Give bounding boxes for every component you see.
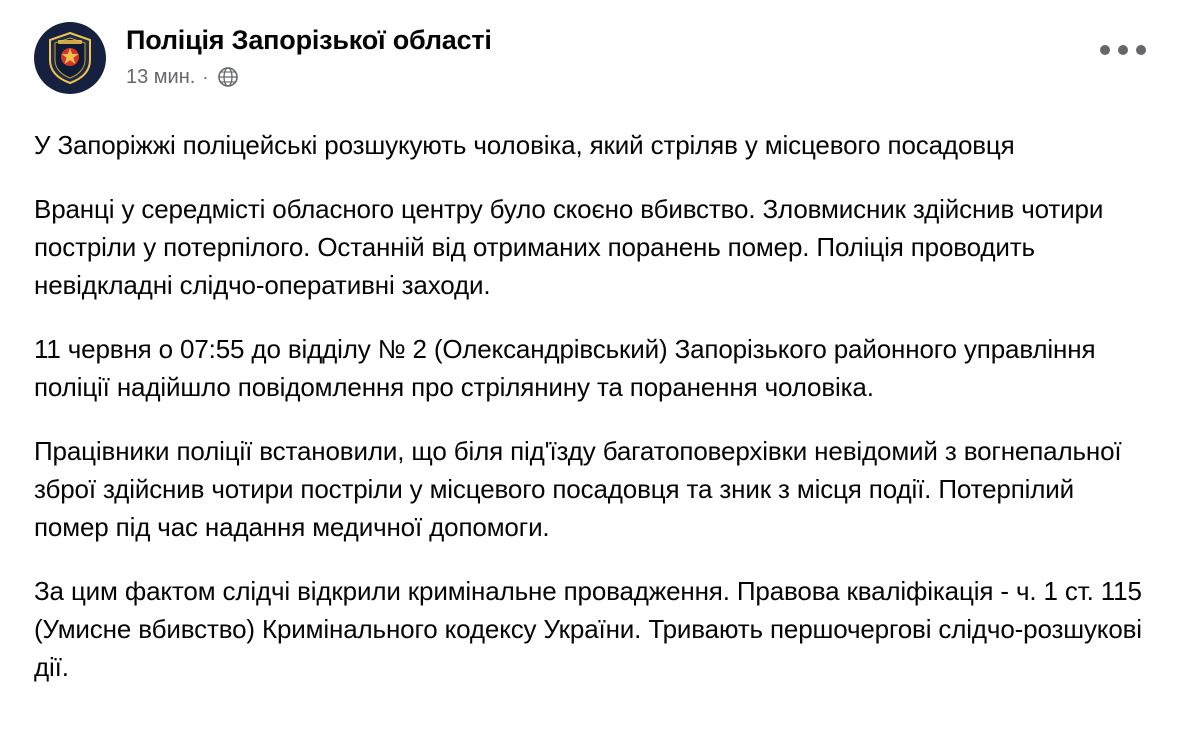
ellipsis-icon[interactable] (1100, 36, 1146, 64)
post-body (34, 126, 1146, 686)
avatar[interactable] (34, 22, 106, 94)
ellipsis-dot (1118, 45, 1128, 55)
post-timestamp[interactable]: 13 мин. (126, 66, 196, 88)
police-shield-emblem-icon (48, 32, 92, 84)
post-paragraph: Вранці у середмісті обласного центру було скоєно вбивство. Зловмисник здійснив чотири постріли у потерпілого. Останній від отриманих поранень помер. Поліція проводить невідкладні слідчо-оперативні заходи. (34, 194, 1104, 300)
post-paragraph: 11 червня о 07:55 до відділу № 2 (Олександрівський) Запорізького районного управління поліції надійшло повідомлення про стрілянину та поранення чоловіка. (34, 334, 1096, 402)
globe-icon[interactable] (217, 66, 239, 88)
meta-separator: · (202, 67, 209, 87)
ellipsis-dot (1100, 45, 1110, 55)
post-meta (126, 65, 492, 89)
ellipsis-dot (1136, 45, 1146, 55)
post-paragraph: Працівники поліції встановили, що біля під'їзду багатоповерхівки невідомий з вогнепальної зброї здійснив чотири постріли у місцевого посадовця та зник з місця події. Потерпілий помер під час надання медичної допомоги. (34, 436, 1122, 542)
post-paragraph: За цим фактом слідчі відкрили кримінальне провадження. Правова кваліфікація - ч. 1 ст. 115 (Умисне вбивство) Кримінального кодексу України. Тривають першочергові слідчо-розшукові дії. (34, 576, 1142, 682)
post-header-text (126, 18, 492, 89)
post-paragraph: У Запоріжжі поліцейські розшукують чоловіка, який стріляв у місцевого посадовця (34, 130, 1015, 160)
page-name[interactable]: Поліція Запорізької області (126, 25, 492, 55)
post-header (34, 18, 1146, 104)
